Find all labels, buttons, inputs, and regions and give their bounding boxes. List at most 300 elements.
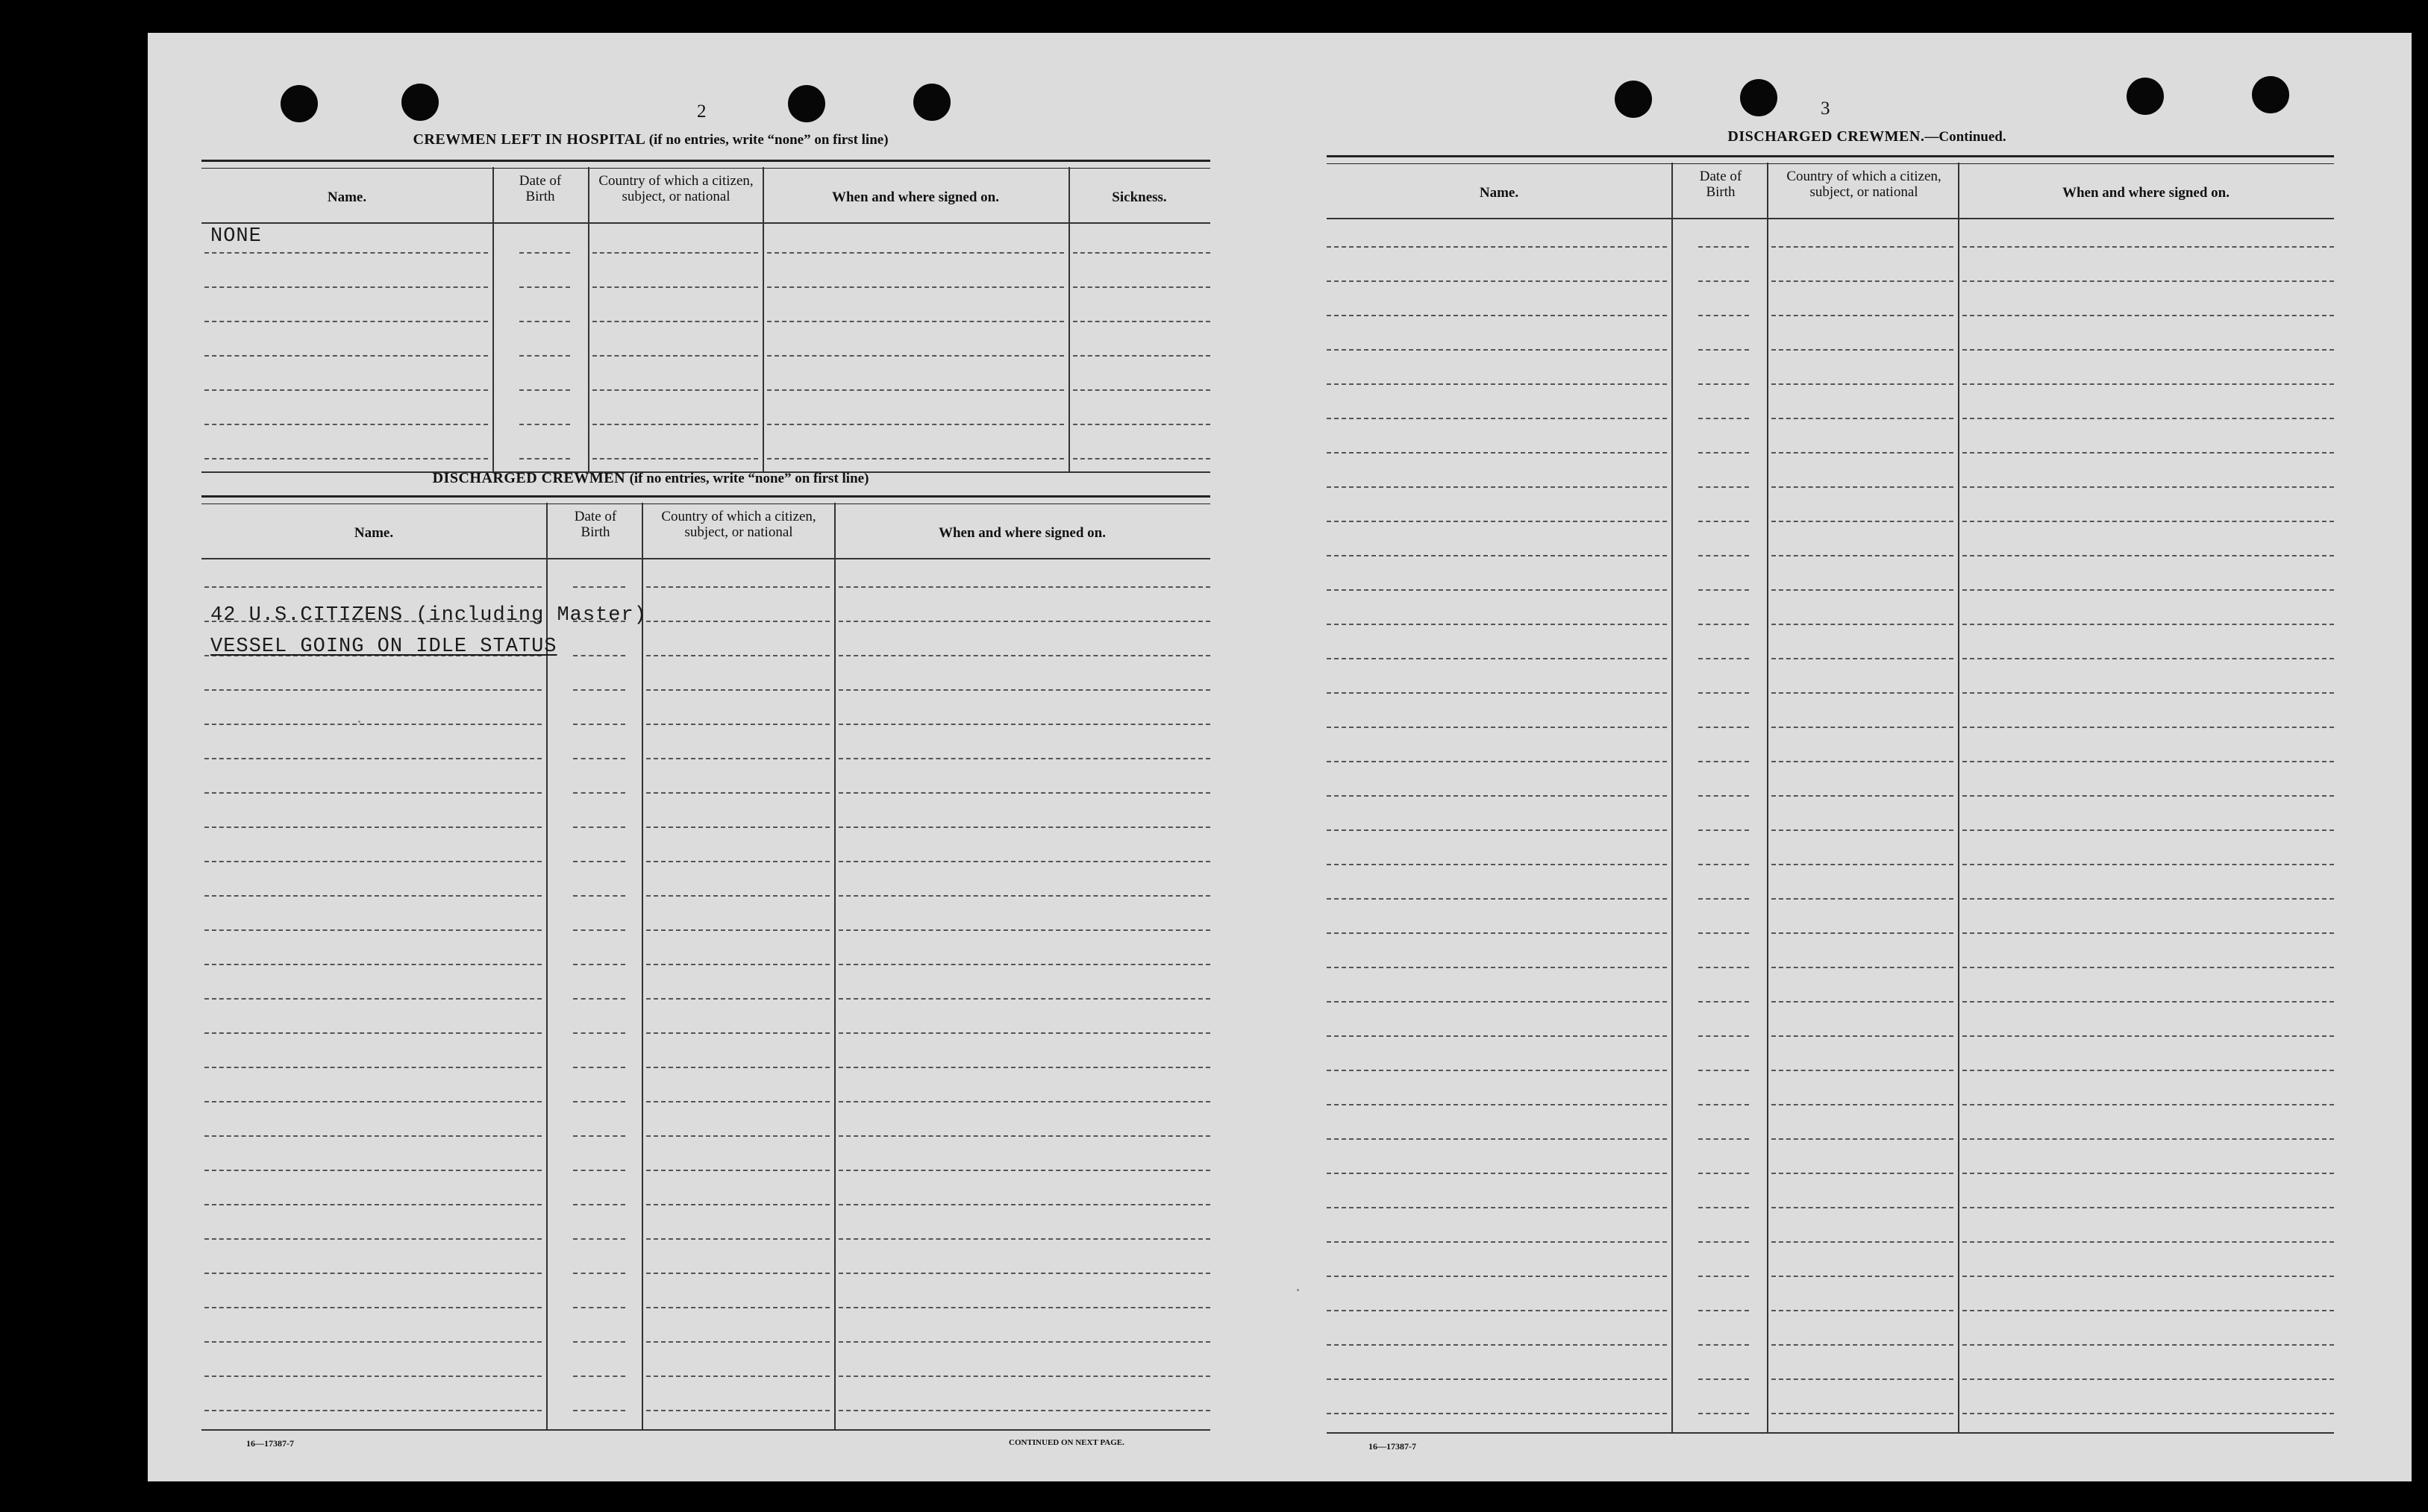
ruled-line [1962,932,2334,934]
ruled-line [646,1375,830,1377]
punch-hole [1740,79,1777,116]
ruled-line [204,792,542,794]
ruled-line [204,1101,542,1102]
ruled-line [1962,349,2334,351]
ruled-line [1962,1035,2334,1037]
ruled-line [1698,246,1749,248]
hospital-title: CREWMEN LEFT IN HOSPITAL [413,131,645,148]
ruled-line [1771,383,1953,385]
ruled-line [1698,658,1749,659]
ruled-line [1698,761,1749,762]
punch-hole [281,85,318,122]
ruled-line [767,286,1064,288]
hospital-entry: NONE [210,225,262,248]
ruled-line [839,998,1210,1000]
ruled-line [1771,349,1953,351]
ruled-line [519,424,570,425]
ruled-line [839,861,1210,862]
ruled-line [204,458,488,459]
ruled-line [1327,246,1667,248]
ruled-line [767,458,1064,459]
ruled-line [1962,486,2334,488]
ruled-line [1771,864,1953,865]
ruled-line [519,286,570,288]
ruled-line [1698,521,1749,522]
col-header-name: Name. [327,189,367,205]
ruled-line [1962,589,2334,591]
ruled-line [519,458,570,459]
ruled-line [573,1067,625,1068]
ruled-line [1771,1001,1953,1003]
ruled-line [1962,829,2334,831]
ruled-line [1771,1035,1953,1037]
ruled-line [1771,1241,1953,1243]
page-number: 2 [697,101,707,122]
ruled-line [1962,1070,2334,1071]
ruled-line [839,758,1210,759]
ruled-line [1698,795,1749,797]
ruled-line [646,1170,830,1171]
ruled-line [204,861,542,862]
ruled-line [573,1032,625,1034]
ruled-line [1327,1138,1667,1140]
ruled-line [573,861,625,862]
ruled-line [592,389,758,391]
ruled-line [1698,1310,1749,1311]
ruled-line [1962,967,2334,968]
ruled-line [573,1238,625,1240]
ruled-line [839,1067,1210,1068]
ruled-line [573,895,625,897]
ruled-line [204,689,542,691]
ruled-line [646,689,830,691]
continued-note: CONTINUED ON NEXT PAGE. [1009,1438,1124,1447]
ruled-line [646,826,830,828]
page-number: 3 [1821,98,1830,119]
ruled-line [1771,692,1953,694]
ruled-line [1327,1104,1667,1105]
ruled-line [1962,383,2334,385]
ruled-line [767,355,1064,357]
ruled-line [1327,1310,1667,1311]
ruled-line [1771,246,1953,248]
ruled-line [573,964,625,965]
ruled-line [646,1307,830,1308]
ruled-line [839,1238,1210,1240]
ruled-line [573,792,625,794]
ruled-line [1771,829,1953,831]
ruled-line [204,1410,542,1411]
ruled-line [839,964,1210,965]
ruled-line [1962,1001,2334,1003]
ruled-line [1771,486,1953,488]
ruled-line [1962,246,2334,248]
paper-speck [1297,1289,1299,1291]
ruled-line [573,1307,625,1308]
document-page [148,33,2412,1481]
ruled-line [1327,624,1667,625]
ruled-line [519,252,570,254]
ruled-line [1327,418,1667,419]
ruled-line [646,1273,830,1274]
ruled-line [1962,1310,2334,1311]
ruled-line [1771,967,1953,968]
ruled-line [204,724,542,725]
discharged-note: (if no entries, write “none” on first line) [629,471,869,486]
ruled-line [646,1204,830,1205]
ruled-line [1698,898,1749,900]
form-number: 16—17387-7 [1368,1441,1416,1452]
ruled-line [1698,967,1749,968]
ruled-line [1771,1207,1953,1208]
ruled-line [1771,1310,1953,1311]
ruled-line [1698,1173,1749,1174]
discharged-continued-table [1327,155,2334,1438]
discharged-entry-line-2: VESSEL GOING ON IDLE STATUS [210,636,557,658]
ruled-line [1327,589,1667,591]
ruled-line [573,1341,625,1343]
ruled-line [1698,1241,1749,1243]
ruled-line [592,355,758,357]
ruled-line [204,929,542,931]
ruled-line [646,895,830,897]
ruled-line [573,1135,625,1137]
ruled-line [204,355,488,357]
col-header-date-of-birth: Date of Birth [519,173,562,204]
ruled-line [1962,898,2334,900]
ruled-line [1073,355,1210,357]
ruled-line [592,321,758,322]
ruled-line [646,1341,830,1343]
ruled-line [573,826,625,828]
ruled-line [839,1410,1210,1411]
ruled-line [573,655,625,656]
ruled-line [1327,658,1667,659]
punch-hole [788,85,825,122]
ruled-line [1073,458,1210,459]
ruled-line [204,1170,542,1171]
ruled-line [646,724,830,725]
ruled-line [1962,1413,2334,1414]
ruled-line [1073,252,1210,254]
punch-hole [401,84,439,121]
ruled-line [839,826,1210,828]
paper-speck [358,721,360,723]
col-header-when-where: When and where signed on. [831,189,999,205]
ruled-line [1073,286,1210,288]
ruled-line [1771,589,1953,591]
ruled-line [839,792,1210,794]
discharged-continued-heading: DISCHARGED CREWMEN. [1727,128,1925,145]
ruled-line [1327,692,1667,694]
col-header-country: Country of which a citizen, subject, or national [598,173,754,204]
ruled-line [1962,315,2334,316]
ruled-line [1698,418,1749,419]
ruled-line [1698,1344,1749,1346]
ruled-line [839,689,1210,691]
ruled-line [1327,1207,1667,1208]
ruled-line [1698,452,1749,454]
ruled-line [1771,1378,1953,1380]
ruled-line [1327,829,1667,831]
ruled-line [1698,1413,1749,1414]
ruled-line [767,389,1064,391]
ruled-line [646,929,830,931]
ruled-line [1327,1173,1667,1174]
ruled-line [1073,321,1210,322]
form-number: 16—17387-7 [246,1438,294,1449]
ruled-line [646,1067,830,1068]
ruled-line [1698,624,1749,625]
ruled-line [1771,555,1953,556]
ruled-line [1962,1138,2334,1140]
ruled-line [1962,452,2334,454]
ruled-line [592,424,758,425]
ruled-line [1327,555,1667,556]
ruled-line [1327,486,1667,488]
ruled-line [573,998,625,1000]
ruled-line [1771,1276,1953,1277]
ruled-line [1771,761,1953,762]
ruled-line [839,1375,1210,1377]
punch-hole [2252,76,2289,113]
punch-hole [2127,78,2164,115]
ruled-line [1698,1207,1749,1208]
ruled-line [1698,1070,1749,1071]
ruled-line [204,1375,542,1377]
ruled-line [646,964,830,965]
ruled-line [573,1273,625,1274]
ruled-line [767,252,1064,254]
ruled-line [1962,555,2334,556]
discharged-continued-title [1324,128,2410,145]
col-header-sickness: Sickness. [1112,189,1167,205]
ruled-line [1962,761,2334,762]
ruled-line [1327,1413,1667,1414]
ruled-line [1771,418,1953,419]
ruled-line [839,586,1210,588]
col-header-date-of-birth: Date of Birth [1699,169,1742,200]
discharged-title: DISCHARGED CREWMEN [432,470,626,486]
ruled-line [1698,1378,1749,1380]
ruled-line [839,1273,1210,1274]
ruled-line [1771,1173,1953,1174]
discharged-section-title [200,470,1101,487]
ruled-line [204,1307,542,1308]
ruled-line [1698,315,1749,316]
ruled-line [646,621,830,622]
ruled-line [573,724,625,725]
ruled-line [839,1307,1210,1308]
ruled-line [1771,1344,1953,1346]
ruled-line [1962,624,2334,625]
ruled-line [839,1341,1210,1343]
ruled-line [592,458,758,459]
ruled-line [1962,1276,2334,1277]
ruled-line [1962,1241,2334,1243]
ruled-line [1698,1001,1749,1003]
ruled-line [839,929,1210,931]
ruled-line [646,1135,830,1137]
ruled-line [1771,315,1953,316]
ruled-line [1327,315,1667,316]
ruled-line [1327,1276,1667,1277]
ruled-line [204,252,488,254]
ruled-line [1962,1173,2334,1174]
ruled-line [839,621,1210,622]
ruled-line [1962,727,2334,728]
ruled-line [204,586,542,588]
ruled-line [592,252,758,254]
discharged-table [201,495,1210,1434]
ruled-line [1698,864,1749,865]
ruled-line [573,586,625,588]
ruled-line [767,321,1064,322]
ruled-line [204,895,542,897]
punch-hole [1615,81,1652,118]
col-header-name: Name. [1479,185,1519,201]
ruled-line [839,1135,1210,1137]
ruled-line [1073,389,1210,391]
ruled-line [519,389,570,391]
hospital-note: (if no entries, write “none” on first line) [648,132,889,148]
ruled-line [1962,864,2334,865]
ruled-line [1698,555,1749,556]
ruled-line [1327,1001,1667,1003]
ruled-line [1327,932,1667,934]
ruled-line [1327,1035,1667,1037]
ruled-line [573,1375,625,1377]
ruled-line [839,1170,1210,1171]
ruled-line [839,1204,1210,1205]
col-header-date-of-birth: Date of Birth [574,509,617,540]
ruled-line [1962,1378,2334,1380]
ruled-line [646,1238,830,1240]
ruled-line [1771,658,1953,659]
ruled-line [839,1101,1210,1102]
ruled-line [646,1101,830,1102]
ruled-line [1698,589,1749,591]
hospital-table [201,160,1210,476]
ruled-line [204,826,542,828]
ruled-line [1771,1413,1953,1414]
ruled-line [204,286,488,288]
ruled-line [1771,898,1953,900]
ruled-line [204,1341,542,1343]
ruled-line [1698,692,1749,694]
ruled-line [839,895,1210,897]
ruled-line [646,758,830,759]
ruled-line [1771,1138,1953,1140]
discharged-entry-line-1: 42 U.S.CITIZENS (including Master) [210,604,647,627]
ruled-line [592,286,758,288]
ruled-line [839,724,1210,725]
ruled-line [1698,1104,1749,1105]
col-header-country: Country of which a citizen, subject, or national [661,509,816,540]
ruled-line [1771,1104,1953,1105]
ruled-line [204,321,488,322]
ruled-line [767,424,1064,425]
ruled-line [646,655,830,656]
ruled-line [1771,521,1953,522]
ruled-line [1698,486,1749,488]
ruled-line [204,1067,542,1068]
ruled-line [1327,727,1667,728]
ruled-line [1698,1138,1749,1140]
ruled-line [1962,1207,2334,1208]
ruled-line [646,792,830,794]
ruled-line [1698,280,1749,282]
ruled-line [573,1101,625,1102]
continued-suffix: —Continued. [1924,129,2006,145]
ruled-line [1698,349,1749,351]
ruled-line [519,321,570,322]
punch-hole [913,84,951,121]
ruled-line [1771,624,1953,625]
ruled-line [519,355,570,357]
ruled-line [1327,1378,1667,1380]
ruled-line [646,1410,830,1411]
col-header-when-where: When and where signed on. [2062,185,2230,201]
ruled-line [1327,280,1667,282]
ruled-line [573,1410,625,1411]
ruled-line [1327,383,1667,385]
ruled-line [1327,452,1667,454]
ruled-line [1327,898,1667,900]
ruled-line [646,586,830,588]
ruled-line [204,1032,542,1034]
ruled-line [1698,727,1749,728]
ruled-line [573,1204,625,1205]
ruled-line [1698,932,1749,934]
ruled-line [1771,280,1953,282]
ruled-line [204,998,542,1000]
col-header-country: Country of which a citizen, subject, or national [1786,169,1942,200]
ruled-line [1771,727,1953,728]
ruled-line [573,689,625,691]
ruled-line [1073,424,1210,425]
ruled-line [839,655,1210,656]
ruled-line [1698,829,1749,831]
ruled-line [1771,932,1953,934]
ruled-line [573,758,625,759]
ruled-line [1327,795,1667,797]
ruled-line [204,1204,542,1205]
ruled-line [1771,1070,1953,1071]
ruled-line [1962,418,2334,419]
ruled-line [1698,1035,1749,1037]
ruled-line [1327,521,1667,522]
ruled-line [204,964,542,965]
ruled-line [1327,1070,1667,1071]
ruled-line [204,1238,542,1240]
ruled-line [646,861,830,862]
ruled-line [1327,967,1667,968]
ruled-line [204,424,488,425]
ruled-line [573,1170,625,1171]
ruled-line [1327,864,1667,865]
ruled-line [839,1032,1210,1034]
col-header-when-where: When and where signed on. [938,525,1106,541]
hospital-section-title [200,131,1101,148]
ruled-line [1327,761,1667,762]
ruled-line [204,758,542,759]
ruled-line [1698,383,1749,385]
ruled-line [1962,1344,2334,1346]
ruled-line [204,1273,542,1274]
ruled-line [573,929,625,931]
ruled-line [204,389,488,391]
